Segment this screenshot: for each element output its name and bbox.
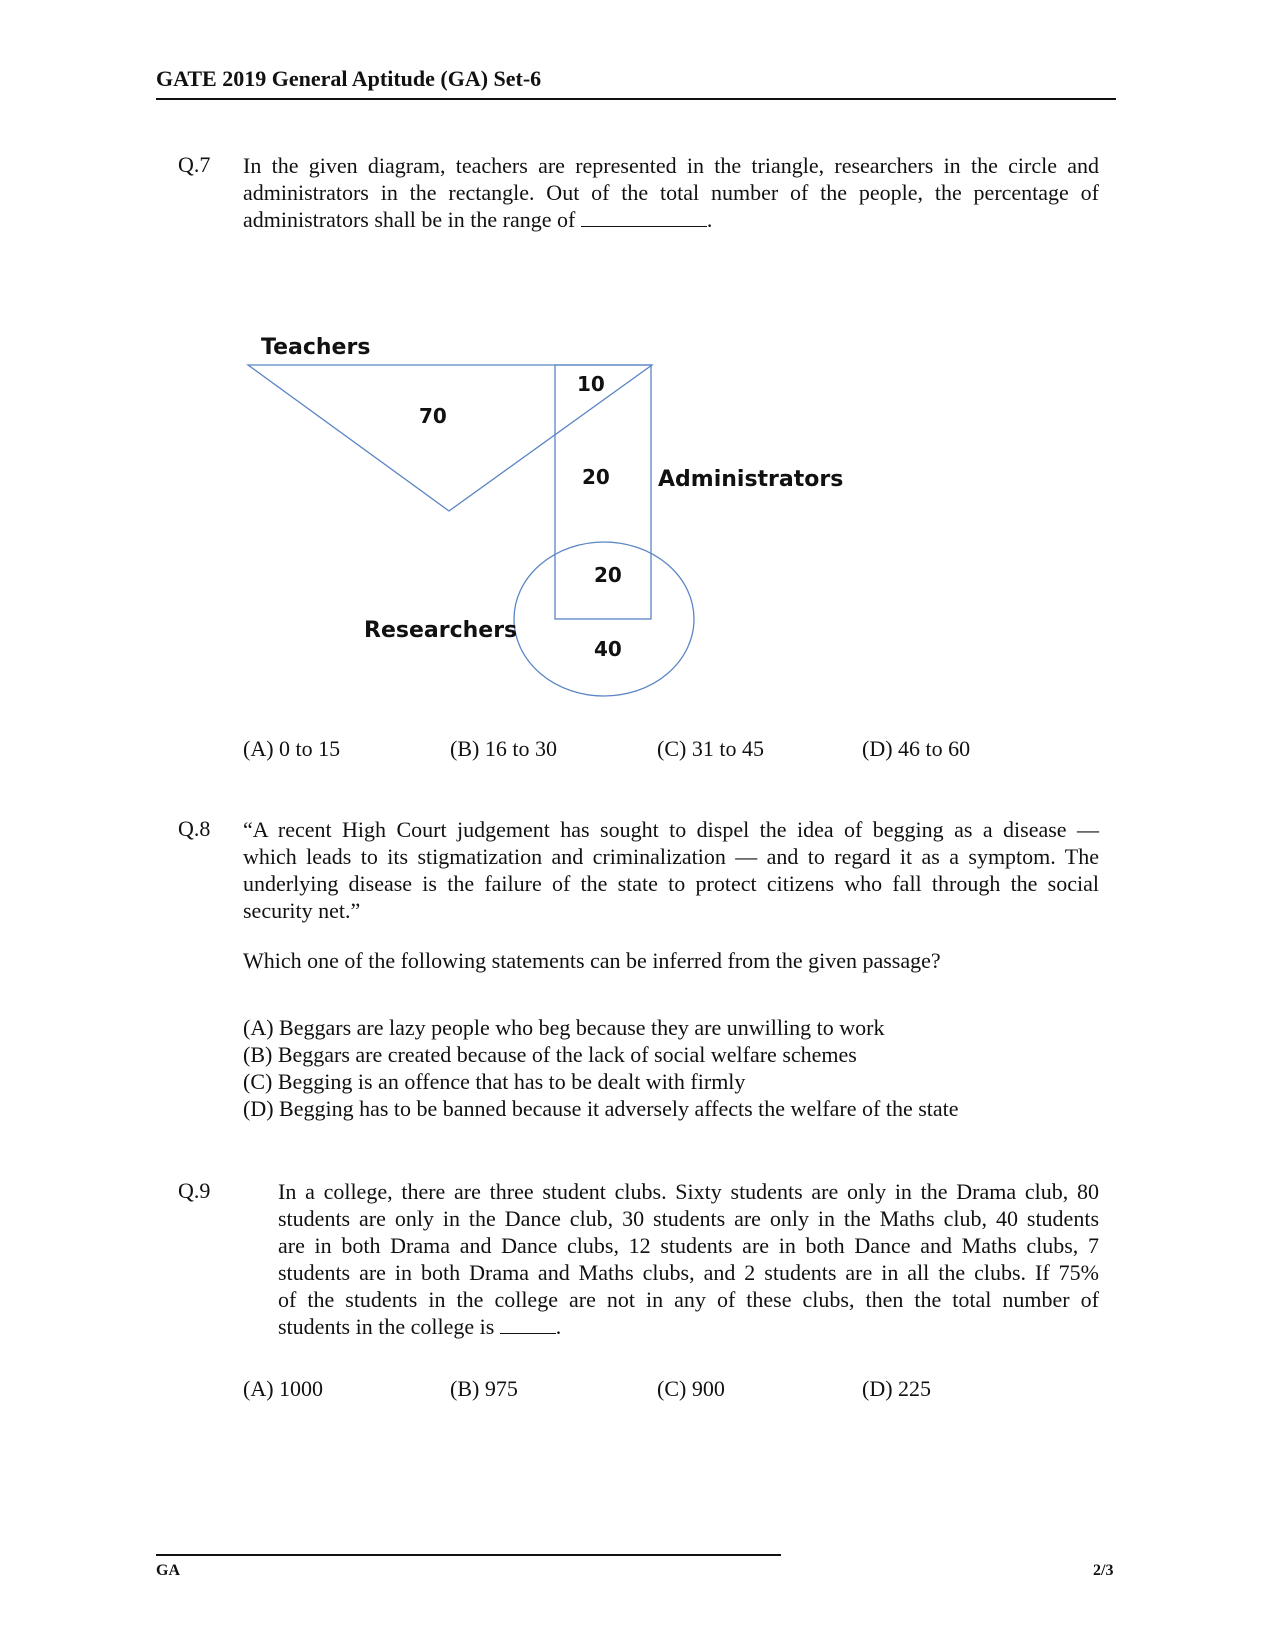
teachers-admin-count: 10 bbox=[577, 372, 605, 396]
q9-text-line: of the students in the college are not in any of these clubs, then the total number of bbox=[278, 1287, 1099, 1312]
q9-text bbox=[278, 1178, 1099, 1340]
q9-text-line: students are in both Drama and Maths clubs, and 2 students are in all the clubs. If 75% bbox=[278, 1260, 1099, 1285]
q7-option-b: (B) 16 to 30 bbox=[450, 736, 557, 761]
q8-number: Q.8 bbox=[178, 816, 211, 841]
q7-option-d: (D) 46 to 60 bbox=[862, 736, 971, 761]
q8-passage-line: security net.” bbox=[243, 898, 361, 923]
q9-option-c: (C) 900 bbox=[657, 1376, 725, 1401]
q9-text-line: students in the college is bbox=[278, 1314, 495, 1339]
q8-option-d: (D) Begging has to be banned because it adversely affects the welfare of the state bbox=[243, 1096, 959, 1121]
q9-text-line: are in both Drama and Dance clubs, 12 students are in both Dance and Maths clubs, 7 bbox=[278, 1233, 1099, 1258]
q9-text-end: . bbox=[555, 1314, 562, 1339]
q9-option-a: (A) 1000 bbox=[243, 1376, 324, 1401]
administrators-label: Administrators bbox=[658, 467, 844, 492]
footer-rule bbox=[156, 1554, 781, 1556]
admin-researchers-count: 20 bbox=[594, 563, 622, 587]
q8-passage bbox=[243, 816, 1099, 924]
q9-number: Q.9 bbox=[178, 1178, 211, 1203]
answer-blank bbox=[500, 1315, 556, 1334]
q7-text-end: . bbox=[706, 207, 713, 232]
teachers-label: Teachers bbox=[261, 335, 371, 360]
q9-text-line-last bbox=[278, 1313, 1099, 1340]
q8-passage-line: “A recent High Court judgement has sought to dispel the idea of begging as a disease — bbox=[243, 817, 1099, 842]
q9-option-b: (B) 975 bbox=[450, 1376, 518, 1401]
q8-options bbox=[243, 1014, 959, 1122]
researchers-only-count: 40 bbox=[594, 637, 622, 661]
q8-passage-line: underlying disease is the failure of the state to protect citizens who fall through the social bbox=[243, 871, 1099, 896]
q7-text-line: administrators shall be in the range of bbox=[243, 207, 576, 232]
q8-option-c: (C) Begging is an offence that has to be dealt with firmly bbox=[243, 1069, 746, 1094]
q7-number: Q.7 bbox=[178, 152, 211, 177]
q7-option-c: (C) 31 to 45 bbox=[657, 736, 764, 761]
q8-option-b: (B) Beggars are created because of the lack of social welfare schemes bbox=[243, 1042, 857, 1067]
page-number: 2/3 bbox=[1093, 1562, 1114, 1579]
q8-passage-line: which leads to its stigmatization and criminalization — and to regard it as a symptom. The bbox=[243, 844, 1099, 869]
page-header-title: GATE 2019 General Aptitude (GA) Set-6 bbox=[156, 66, 542, 91]
q7-text-line: administrators in the rectangle. Out of the total number of the people, the percentage of bbox=[243, 180, 1099, 205]
teachers-only-count: 70 bbox=[419, 404, 447, 428]
q9-text-line: In a college, there are three student clubs. Sixty students are only in the Drama club, 80 bbox=[278, 1179, 1099, 1204]
q8-option-a: (A) Beggars are lazy people who beg because they are unwilling to work bbox=[243, 1015, 885, 1040]
q9-text-line: students are only in the Dance club, 30 students are only in the Maths club, 40 students bbox=[278, 1206, 1099, 1231]
q7-text-line: In the given diagram, teachers are represented in the triangle, researchers in the circle and bbox=[243, 153, 1099, 178]
q8-question: Which one of the following statements can be inferred from the given passage? bbox=[243, 948, 941, 973]
q7-option-a: (A) 0 to 15 bbox=[243, 736, 341, 761]
footer-section-label: GA bbox=[156, 1562, 180, 1579]
researchers-label: Researchers bbox=[364, 618, 518, 643]
venn-diagram bbox=[0, 0, 1275, 720]
q9-option-d: (D) 225 bbox=[862, 1376, 932, 1401]
admin-only-count: 20 bbox=[582, 465, 610, 489]
